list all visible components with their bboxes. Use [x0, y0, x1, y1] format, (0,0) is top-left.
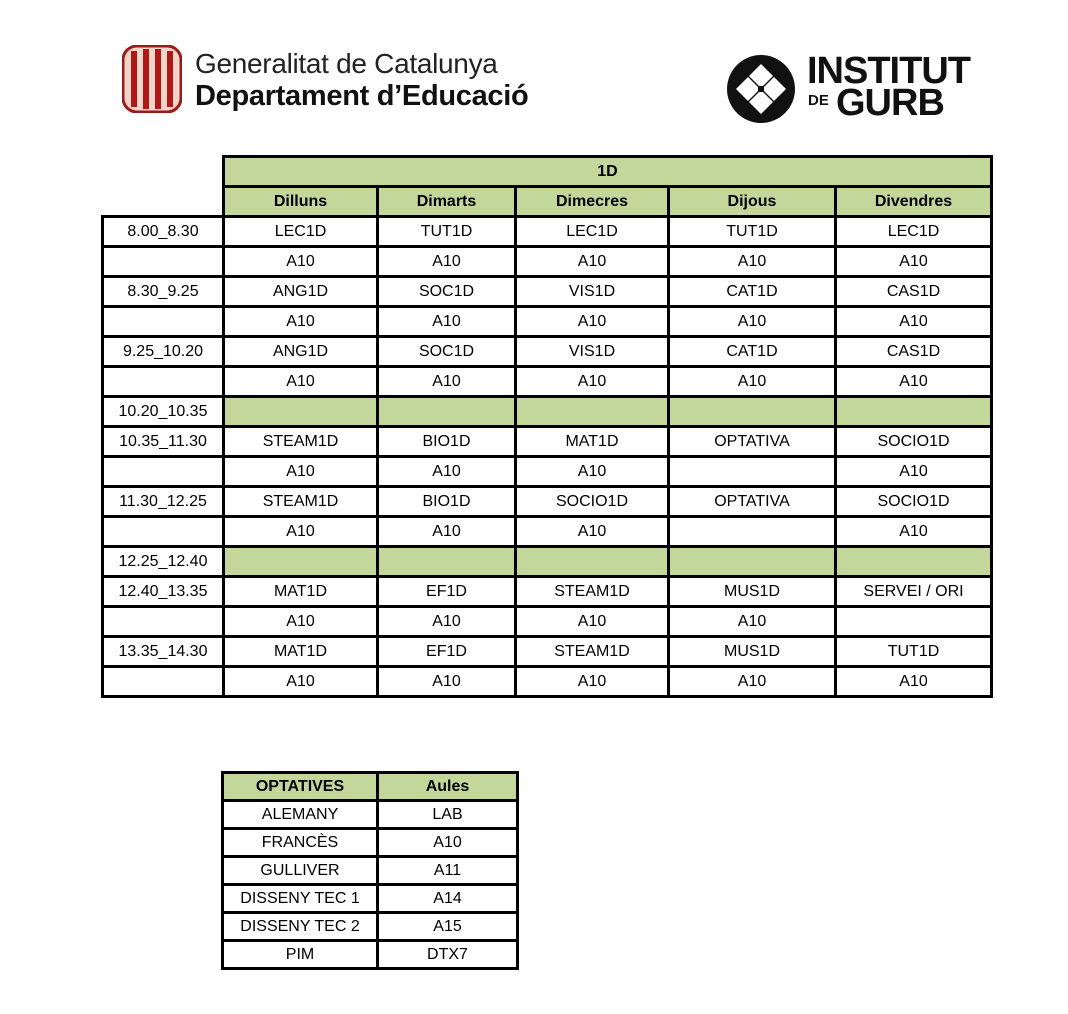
table-row: [103, 367, 992, 397]
subject-cell: TUT1D: [378, 217, 516, 247]
subject-cell: TUT1D: [669, 217, 836, 247]
optativa-name: GULLIVER: [223, 857, 378, 885]
time-cell-empty: [103, 457, 224, 487]
room-cell: A10: [836, 457, 992, 487]
generalitat-title: Generalitat de Catalunya: [195, 48, 498, 79]
subject-cell: CAT1D: [669, 277, 836, 307]
optativa-name: DISSENY TEC 2: [223, 913, 378, 941]
table-row: [103, 247, 992, 277]
room-cell: A10: [224, 367, 378, 397]
time-cell: 10.20_10.35: [103, 397, 224, 427]
subject-cell: CAT1D: [669, 337, 836, 367]
optatives-header: Aules: [378, 773, 518, 801]
day-header: Divendres: [836, 187, 992, 217]
time-cell-empty: [103, 307, 224, 337]
room-cell: A10: [378, 457, 516, 487]
room-cell: A10: [516, 517, 669, 547]
optativa-room: A15: [378, 913, 518, 941]
room-cell: A10: [836, 367, 992, 397]
table-row: [103, 427, 992, 457]
break-cell: [836, 547, 992, 577]
table-row: [103, 547, 992, 577]
schedule-table: [101, 155, 993, 698]
table-row: [223, 801, 518, 829]
table-row: [223, 857, 518, 885]
room-cell: A10: [224, 607, 378, 637]
room-cell: A10: [836, 517, 992, 547]
table-row: [103, 517, 992, 547]
day-header: Dimarts: [378, 187, 516, 217]
table-row: [103, 397, 992, 427]
optativa-room: A11: [378, 857, 518, 885]
subject-cell: SOC1D: [378, 277, 516, 307]
room-cell: [836, 607, 992, 637]
room-cell: A10: [516, 457, 669, 487]
room-cell: A10: [516, 367, 669, 397]
room-cell: A10: [516, 307, 669, 337]
table-row: [103, 667, 992, 697]
optatives-header: OPTATIVES: [223, 773, 378, 801]
day-header: Dimecres: [516, 187, 669, 217]
room-cell: A10: [378, 247, 516, 277]
time-cell-empty: [103, 367, 224, 397]
room-cell: A10: [224, 247, 378, 277]
break-cell: [224, 397, 378, 427]
table-row: [223, 941, 518, 969]
optativa-name: ALEMANY: [223, 801, 378, 829]
time-cell: 8.00_8.30: [103, 217, 224, 247]
optatives-table: [221, 771, 519, 970]
subject-cell: MUS1D: [669, 637, 836, 667]
subject-cell: MAT1D: [516, 427, 669, 457]
institut-de: DE: [808, 92, 829, 109]
break-cell: [669, 397, 836, 427]
room-cell: A10: [669, 307, 836, 337]
room-cell: A10: [378, 307, 516, 337]
time-cell: 8.30_9.25: [103, 277, 224, 307]
room-cell: A10: [224, 307, 378, 337]
table-row: [223, 885, 518, 913]
subject-cell: CAS1D: [836, 337, 992, 367]
optativa-room: A10: [378, 829, 518, 857]
table-row: [103, 217, 992, 247]
time-cell: 11.30_12.25: [103, 487, 224, 517]
day-header: Dilluns: [224, 187, 378, 217]
room-cell: A10: [378, 367, 516, 397]
time-cell-empty: [103, 607, 224, 637]
table-row: [103, 277, 992, 307]
subject-cell: BIO1D: [378, 427, 516, 457]
subject-cell: ANG1D: [224, 277, 378, 307]
subject-cell: STEAM1D: [224, 487, 378, 517]
subject-cell: STEAM1D: [516, 637, 669, 667]
room-cell: [669, 517, 836, 547]
room-cell: A10: [378, 517, 516, 547]
room-cell: A10: [516, 607, 669, 637]
room-cell: A10: [224, 517, 378, 547]
subject-cell: VIS1D: [516, 337, 669, 367]
group-row: [103, 157, 992, 187]
subject-cell: CAS1D: [836, 277, 992, 307]
table-row: [103, 457, 992, 487]
table-row: [103, 637, 992, 667]
room-cell: A10: [516, 667, 669, 697]
optativa-room: LAB: [378, 801, 518, 829]
time-cell: 12.25_12.40: [103, 547, 224, 577]
optativa-name: DISSENY TEC 1: [223, 885, 378, 913]
subject-cell: SERVEI / ORI: [836, 577, 992, 607]
subject-cell: VIS1D: [516, 277, 669, 307]
subject-cell: EF1D: [378, 637, 516, 667]
optatives-header-row: [223, 773, 518, 801]
room-cell: A10: [669, 247, 836, 277]
corner-blank: [103, 187, 224, 217]
institut-gurb-logo: [726, 54, 796, 124]
break-cell: [669, 547, 836, 577]
subject-cell: SOCIO1D: [516, 487, 669, 517]
table-row: [223, 913, 518, 941]
subject-cell: ANG1D: [224, 337, 378, 367]
department-title: Departament d’Educació: [195, 80, 529, 112]
institut-gurb: GURB: [836, 82, 944, 124]
subject-cell: EF1D: [378, 577, 516, 607]
optativa-room: A14: [378, 885, 518, 913]
subject-cell: OPTATIVA: [669, 487, 836, 517]
subject-cell: MUS1D: [669, 577, 836, 607]
room-cell: A10: [378, 667, 516, 697]
room-cell: A10: [669, 607, 836, 637]
room-cell: A10: [669, 667, 836, 697]
break-cell: [516, 397, 669, 427]
subject-cell: LEC1D: [224, 217, 378, 247]
optativa-name: FRANCÈS: [223, 829, 378, 857]
break-cell: [378, 397, 516, 427]
subject-cell: SOCIO1D: [836, 487, 992, 517]
room-cell: [669, 457, 836, 487]
time-cell: 9.25_10.20: [103, 337, 224, 367]
optativa-name: PIM: [223, 941, 378, 969]
room-cell: A10: [836, 307, 992, 337]
time-cell-empty: [103, 517, 224, 547]
table-row: [103, 337, 992, 367]
table-row: [223, 829, 518, 857]
subject-cell: LEC1D: [836, 217, 992, 247]
day-header: Dijous: [669, 187, 836, 217]
subject-cell: STEAM1D: [224, 427, 378, 457]
subject-cell: MAT1D: [224, 637, 378, 667]
break-cell: [516, 547, 669, 577]
corner-blank: [103, 157, 224, 187]
group-header: 1D: [224, 157, 992, 187]
time-cell: 10.35_11.30: [103, 427, 224, 457]
room-cell: A10: [836, 247, 992, 277]
institut-title: INSTITUT: [807, 50, 970, 92]
subject-cell: SOCIO1D: [836, 427, 992, 457]
time-cell: 12.40_13.35: [103, 577, 224, 607]
subject-cell: MAT1D: [224, 577, 378, 607]
room-cell: A10: [378, 607, 516, 637]
table-row: [103, 487, 992, 517]
table-row: [103, 577, 992, 607]
optativa-room: DTX7: [378, 941, 518, 969]
subject-cell: LEC1D: [516, 217, 669, 247]
table-row: [103, 607, 992, 637]
room-cell: A10: [224, 667, 378, 697]
room-cell: A10: [836, 667, 992, 697]
room-cell: A10: [224, 457, 378, 487]
subject-cell: OPTATIVA: [669, 427, 836, 457]
subject-cell: BIO1D: [378, 487, 516, 517]
room-cell: A10: [669, 367, 836, 397]
subject-cell: STEAM1D: [516, 577, 669, 607]
break-cell: [836, 397, 992, 427]
days-row: [103, 187, 992, 217]
break-cell: [224, 547, 378, 577]
room-cell: A10: [516, 247, 669, 277]
generalitat-logo: [122, 45, 182, 113]
subject-cell: TUT1D: [836, 637, 992, 667]
table-row: [103, 307, 992, 337]
time-cell-empty: [103, 667, 224, 697]
time-cell: 13.35_14.30: [103, 637, 224, 667]
time-cell-empty: [103, 247, 224, 277]
break-cell: [378, 547, 516, 577]
subject-cell: SOC1D: [378, 337, 516, 367]
